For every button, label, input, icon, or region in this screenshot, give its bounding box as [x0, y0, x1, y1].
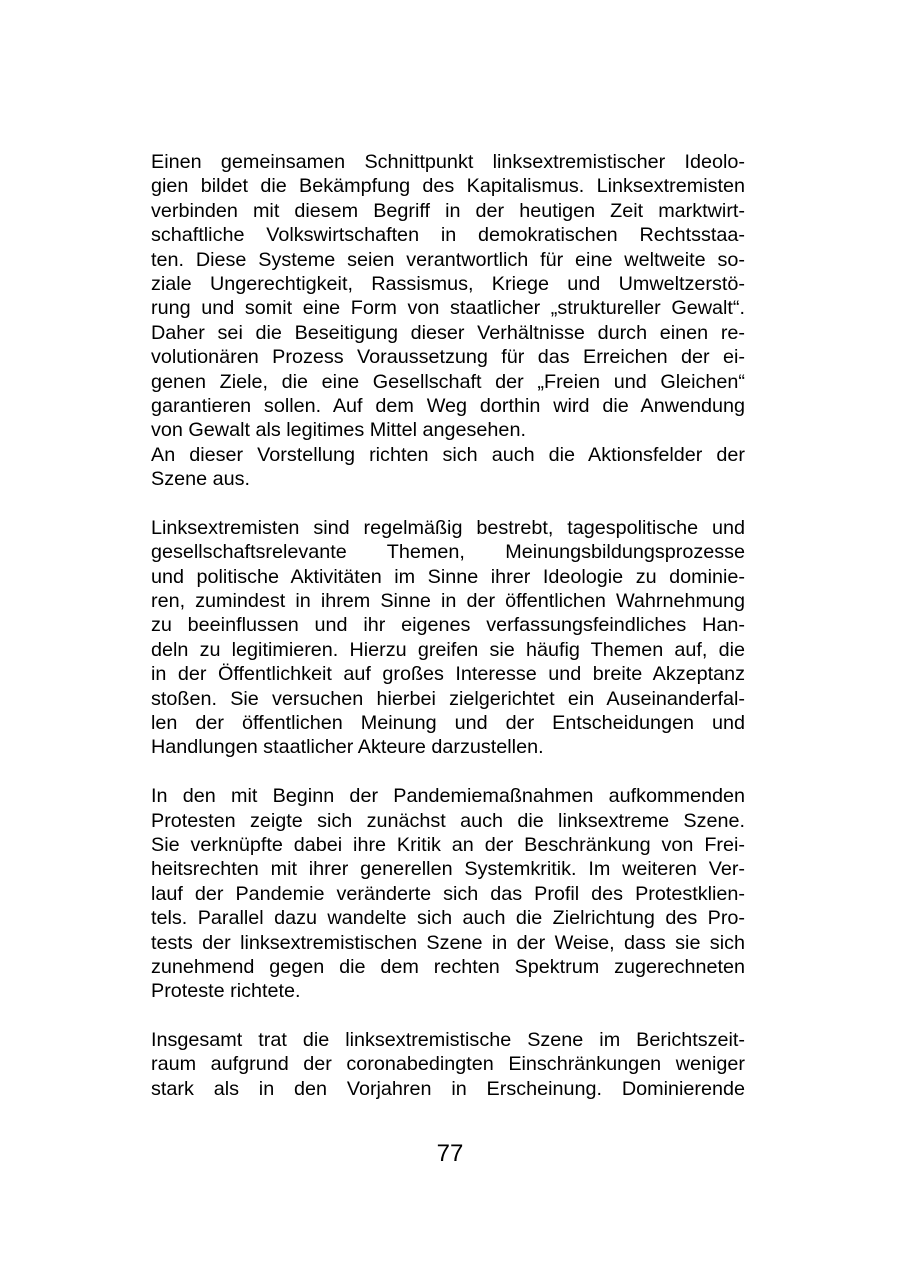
page-number: 77 [436, 1140, 464, 1167]
text-line: Szene aus. [151, 468, 250, 491]
paragraph-gap [151, 491, 745, 515]
text-line: volutionären Prozess Voraussetzung für das Erreichen der ei- [151, 346, 745, 369]
text-line: ziale Ungerechtigkeit, Rassismus, Kriege und Umweltzerstö- [151, 272, 745, 295]
text-line: Sie verknüpfte dabei ihre Kritik an der Beschränkung von Frei- [151, 833, 745, 856]
text-line: zunehmend gegen die dem rechten Spektrum zugerechneten [151, 955, 745, 978]
text-line: schaftliche Volkswirtschaften in demokratischen Rechtsstaa- [151, 224, 745, 247]
text-line: Einen gemeinsamen Schnittpunkt linksextremistischer Ideolo- [151, 151, 745, 173]
text-line: verbinden mit diesem Begriff in der heutigen Zeit marktwirt- [151, 199, 745, 222]
paragraph-reporting-period [151, 1028, 745, 1101]
page-body [151, 150, 745, 1101]
text-line: garantieren sollen. Auf dem Weg dorthin wird die Anwendung [151, 394, 745, 417]
text-line: Daher sei die Beseitigung dieser Verhältnisse durch einen re- [151, 321, 745, 344]
text-line: deln zu legitimieren. Hierzu greifen sie häufig Themen auf, die [151, 638, 745, 661]
paragraph-action-fields [151, 443, 745, 492]
text-line: tests der linksextremistischen Szene in der Weise, dass sie sich [151, 931, 745, 954]
text-line: len der öffentlichen Meinung und der Entscheidungen und [151, 711, 745, 734]
paragraph-gap [151, 760, 745, 784]
text-line: Linksextremisten sind regelmäßig bestrebt, tagespolitische und [151, 516, 745, 539]
text-line: stark als in den Vorjahren in Erscheinung. Dominierende [151, 1077, 745, 1100]
text-line: gesellschaftsrelevante Themen, Meinungsbildungsprozesse [151, 541, 745, 564]
paragraph-capitalism [151, 150, 745, 443]
text-line: lauf der Pandemie veränderte sich das Profil des Protestklien- [151, 882, 745, 905]
text-line: und politische Aktivitäten im Sinne ihrer Ideologie zu dominie- [151, 565, 745, 588]
text-line: An dieser Vorstellung richten sich auch die Aktionsfelder der [151, 443, 745, 466]
text-line: raum aufgrund der coronabedingten Einschränkungen weniger [151, 1053, 745, 1076]
text-line: In den mit Beginn der Pandemiemaßnahmen aufkommenden [151, 785, 745, 808]
text-line: tels. Parallel dazu wandelte sich auch die Zielrichtung des Pro- [151, 907, 745, 930]
text-line: Insgesamt trat die linksextremistische Szene im Berichtszeit- [151, 1029, 745, 1052]
text-line: Proteste richtete. [151, 980, 301, 1003]
paragraph-pandemic-protests [151, 784, 745, 1004]
text-line: zu beeinflussen und ihr eigenes verfassungsfeindliches Han- [151, 614, 745, 637]
text-line: Protesten zeigte sich zunächst auch die linksextreme Szene. [151, 809, 745, 832]
paragraph-agenda [151, 516, 745, 760]
text-line: rung und somit eine Form von staatlicher „struktureller Gewalt“. [151, 297, 745, 320]
text-line: in der Öffentlichkeit auf großes Interesse und breite Akzeptanz [151, 663, 745, 686]
text-line: genen Ziele, die eine Gesellschaft der „Freien und Gleichen“ [151, 370, 745, 393]
text-line: ten. Diese Systeme seien verantwortlich für eine weltweite so- [151, 248, 745, 271]
text-line: stoßen. Sie versuchen hierbei zielgerichtet ein Auseinanderfal- [151, 687, 745, 710]
text-line: gien bildet die Bekämpfung des Kapitalismus. Linksextremisten [151, 175, 745, 198]
text-line: Handlungen staatlicher Akteure darzustellen. [151, 736, 544, 759]
text-line: ren, zumindest in ihrem Sinne in der öffentlichen Wahrnehmung [151, 590, 745, 613]
text-line: von Gewalt als legitimes Mittel angesehen. [151, 419, 526, 442]
text-line: heitsrechten mit ihrer generellen Systemkritik. Im weiteren Ver- [151, 858, 745, 881]
paragraph-gap [151, 1004, 745, 1028]
